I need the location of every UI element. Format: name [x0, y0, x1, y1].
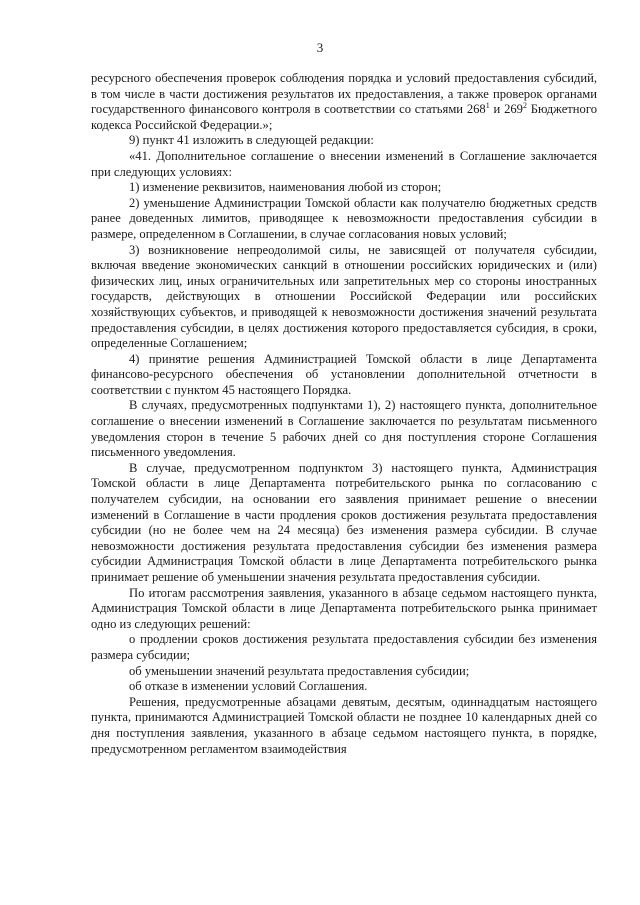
paragraph: об отказе в изменении условий Соглашения.	[129, 679, 368, 694]
paragraph: Решения, предусмотренные абзацами девятым, десятым, одиннадцатым настоящего пункта, принимаются Администрацией Томской области не позднее 10 календарных дней со дня поступления заявления, указанного в абзаце седьмом настоящего пункта, в порядке, предусмотренном регламентом взаимодействия	[91, 694, 597, 756]
paragraph: 3) возникновение непреодолимой силы, не зависящей от получателя субсидии, включая введение экономических санкций в отношении российских юридических и (или) физических лиц, иных ограничительных или запретительных мер со стороны иностранных государств, действующих в отношении Российской Федерации или российских хозяйствующих субъектов, и приводящей к невозможности достижения значений результата предоставления субсидии, в целях достижения которого предоставляется субсидия, в сроки, определенные Соглашением;	[91, 242, 597, 351]
page-number: 3	[316, 40, 324, 55]
paragraph: В случаях, предусмотренных подпунктами 1), 2) настоящего пункта, дополнительное соглашение о внесении изменений в Соглашение заключается по результатам письменного уведомления сторон в течение 5 рабочих дней со дня поступления стороне Соглашения письменного уведомления.	[91, 398, 597, 460]
paragraph: о продлении сроков достижения результата предоставления субсидии без изменения размера субсидии;	[91, 632, 597, 662]
text-run: Бюджетного кодекса Российской Федерации.»;	[91, 102, 597, 132]
paragraph: 1) изменение реквизитов, наименования любой из сторон;	[129, 180, 442, 195]
paragraph: «41. Дополнительное соглашение о внесении изменений в Соглашение заключается при следующих условиях:	[91, 148, 597, 179]
paragraph: 4) принятие решения Администрацией Томской области в лице Департамента финансово-ресурсного обеспечения об установлении дополнительной отчетности в соответствии с пунктом 45 настоящего Порядка.	[91, 351, 597, 397]
paragraph	[91, 71, 597, 133]
paragraph: 2) уменьшение Администрации Томской области как получателю бюджетных средств ранее доведенных лимитов, приводящее к невозможности предоставления субсидии в размере, определенном в Соглашении, в случае согласования новых условий;	[91, 195, 597, 241]
text-run: и 269	[489, 102, 523, 117]
superscript: 2	[522, 101, 527, 111]
paragraph: 9) пункт 41 изложить в следующей редакции:	[129, 133, 374, 148]
paragraph: В случае, предусмотренном подпунктом 3) настоящего пункта, Администрация Томской области в лице Департамента потребительского рынка по согласованию с получателем субсидии, на основании его заявления принимает решение о внесении изменений в Соглашение в части продления сроков достижения результата предоставления субсидии (но не более чем на 24 месяца) без изменения размера субсидии. В случае невозможности достижения результата предоставления субсидии без изменения размера субсидии Администрация Томской области в лице Департамента потребительского рынка принимает решение об уменьшении значения результата предоставления субсидии.	[91, 460, 597, 584]
text-run: ресурсного обеспечения проверок соблюдения порядка и условий предоставления субсидий, в том числе в части достижения результатов их предоставления, а также проверок органами государственного финансового контроля в соответствии со статьями 268	[91, 71, 597, 117]
document-body	[91, 71, 597, 757]
paragraph: об уменьшении значений результата предоставления субсидии;	[129, 663, 470, 678]
paragraph: По итогам рассмотрения заявления, указанного в абзаце седьмом настоящего пункта, Администрация Томской области в лице Департамента потребительского рынка принимает одно из следующих решений:	[91, 585, 597, 631]
superscript: 1	[485, 101, 490, 111]
